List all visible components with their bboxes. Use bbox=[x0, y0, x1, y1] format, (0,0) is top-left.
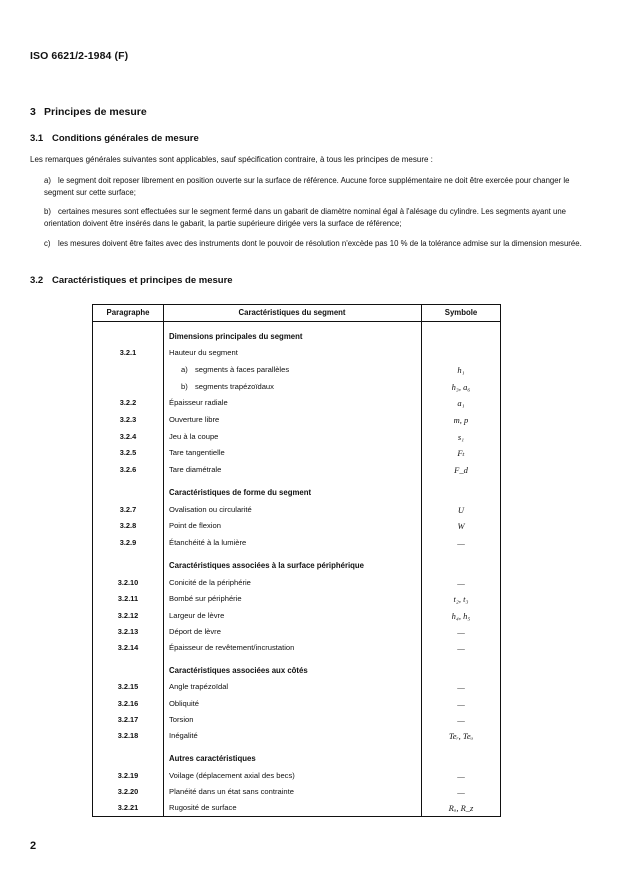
symbol: h₄, h₅ bbox=[451, 611, 471, 621]
section-title: Conditions générales de mesure bbox=[52, 133, 199, 144]
symbol: — bbox=[457, 627, 465, 637]
table-row bbox=[93, 382, 500, 396]
paragraph-number: 3.2.4 bbox=[119, 432, 137, 441]
characteristic: Épaisseur radiale bbox=[169, 398, 228, 407]
table-row bbox=[93, 365, 500, 379]
symbol: — bbox=[457, 578, 465, 588]
item-label: b) bbox=[44, 207, 51, 216]
characteristic: Épaisseur de revêtement/incrustation bbox=[169, 643, 295, 652]
symbol: h₃, a₆ bbox=[451, 382, 471, 392]
item-text: le segment doit reposer librement en position ouverte sur la surface de référence. Aucune force supplémentaire ne doit être exercée pour changer le segment sur cette surface; bbox=[44, 176, 570, 197]
symbol: — bbox=[457, 787, 465, 797]
symbol: Fₜ bbox=[457, 448, 465, 458]
paragraph-number: 3.2.19 bbox=[117, 771, 139, 780]
paragraph-number: 3.2.7 bbox=[119, 505, 137, 514]
paragraph-number: 3.2.11 bbox=[117, 594, 139, 603]
paragraph-number: 3.2.21 bbox=[117, 803, 139, 812]
symbol: — bbox=[457, 538, 465, 548]
condition-item-b bbox=[44, 206, 595, 229]
characteristic: Déport de lèvre bbox=[169, 627, 221, 636]
symbol: — bbox=[457, 771, 465, 781]
characteristic: Inégalité bbox=[169, 731, 198, 740]
table-row bbox=[93, 771, 500, 785]
table-row bbox=[93, 578, 500, 592]
symbol: Rₐ, R_z bbox=[448, 803, 474, 813]
table-row bbox=[93, 731, 500, 745]
symbol: a₁ bbox=[457, 398, 465, 408]
table-row bbox=[93, 611, 500, 625]
paragraph-number: 3.2.5 bbox=[119, 448, 137, 457]
page-number: 2 bbox=[30, 840, 37, 852]
characteristic: Tare diamétrale bbox=[169, 465, 222, 474]
section-3-1-intro: Les remarques générales suivantes sont applicables, sauf spécification contraire, à tous les principes de mesure : bbox=[30, 155, 433, 164]
characteristic: Obliquité bbox=[169, 699, 199, 708]
sub-label: b) bbox=[181, 382, 188, 391]
table-row bbox=[93, 348, 500, 362]
characteristic: Rugosité de surface bbox=[169, 803, 237, 812]
document-id: ISO 6621/2-1984 (F) bbox=[30, 50, 129, 62]
symbol: — bbox=[457, 643, 465, 653]
table-row bbox=[93, 465, 500, 479]
paragraph-number: 3.2.14 bbox=[117, 643, 139, 652]
characteristic: Conicité de la périphérie bbox=[169, 578, 251, 587]
section-number: 3.1 bbox=[30, 133, 44, 144]
characteristics-table bbox=[92, 304, 501, 817]
header-divider bbox=[93, 321, 500, 322]
section-3-1-heading bbox=[30, 133, 199, 144]
table-row bbox=[93, 432, 500, 446]
symbol: t₂, t₃ bbox=[453, 594, 469, 604]
header-paragraph: Paragraphe bbox=[106, 308, 150, 317]
paragraph-number: 3.2.20 bbox=[117, 787, 139, 796]
table-section-title: Dimensions principales du segment bbox=[169, 332, 303, 341]
symbol: m, p bbox=[453, 415, 469, 425]
table-section-title: Caractéristiques associées aux côtés bbox=[169, 666, 308, 675]
table-row bbox=[93, 505, 500, 519]
symbol: W bbox=[457, 521, 465, 531]
section-title: Principes de mesure bbox=[44, 106, 147, 118]
paragraph-number: 3.2.13 bbox=[117, 627, 139, 636]
table-row bbox=[93, 538, 500, 552]
symbol: s₁ bbox=[457, 432, 465, 442]
paragraph-number: 3.2.6 bbox=[119, 465, 137, 474]
paragraph-number: 3.2.17 bbox=[117, 715, 139, 724]
symbol: h₁ bbox=[457, 365, 465, 375]
item-text: certaines mesures sont effectuées sur le segment fermé dans un gabarit de diamètre nominal égal à l'alésage du cylindre. Les segments ayant une orientation doivent être insérés dans le gabarit, la partie supérieure dirigée vers la surface de référence; bbox=[44, 207, 567, 228]
paragraph-number: 3.2.10 bbox=[117, 578, 139, 587]
table-section-title: Caractéristiques de forme du segment bbox=[169, 488, 312, 497]
item-label: c) bbox=[44, 239, 51, 248]
table-row bbox=[93, 803, 500, 817]
sub-label: a) bbox=[181, 365, 188, 374]
characteristic: Étanchéité à la lumière bbox=[169, 538, 247, 547]
table-row bbox=[93, 699, 500, 713]
characteristic: Largeur de lèvre bbox=[169, 611, 225, 620]
section-number: 3 bbox=[30, 106, 36, 118]
table-section-title: Caractéristiques associées à la surface périphérique bbox=[169, 561, 365, 570]
characteristic: Voilage (déplacement axial des becs) bbox=[169, 771, 295, 780]
table-row bbox=[93, 521, 500, 535]
paragraph-number: 3.2.9 bbox=[119, 538, 137, 547]
table-row bbox=[93, 787, 500, 801]
symbol: F_d bbox=[454, 465, 468, 475]
symbol: — bbox=[457, 699, 465, 709]
table-row bbox=[93, 682, 500, 696]
characteristic: Ouverture libre bbox=[169, 415, 220, 424]
section-number: 3.2 bbox=[30, 275, 44, 286]
condition-item-a bbox=[44, 175, 595, 198]
item-label: a) bbox=[44, 176, 51, 185]
section-3-2-heading bbox=[30, 275, 233, 286]
characteristic: Bombé sur périphérie bbox=[169, 594, 242, 603]
paragraph-number: 3.2.18 bbox=[117, 731, 139, 740]
symbol: — bbox=[457, 682, 465, 692]
paragraph-number: 3.2.12 bbox=[117, 611, 139, 620]
characteristic: Hauteur du segment bbox=[169, 348, 238, 357]
paragraph-number: 3.2.8 bbox=[119, 521, 137, 530]
paragraph-number: 3.2.16 bbox=[117, 699, 139, 708]
paragraph-number: 3.2.1 bbox=[119, 348, 137, 357]
header-characteristic: Caractéristiques du segment bbox=[238, 308, 346, 317]
header-symbol: Symbole bbox=[444, 308, 478, 317]
symbol: U bbox=[457, 505, 465, 515]
table-row bbox=[93, 415, 500, 429]
characteristic: Torsion bbox=[169, 715, 194, 724]
table-row bbox=[93, 715, 500, 729]
table-row bbox=[93, 398, 500, 412]
characteristic bbox=[181, 365, 289, 374]
table-row bbox=[93, 448, 500, 462]
characteristic: Point de flexion bbox=[169, 521, 221, 530]
paragraph-number: 3.2.2 bbox=[119, 398, 137, 407]
symbol: — bbox=[457, 715, 465, 725]
characteristic: Planéité dans un état sans contrainte bbox=[169, 787, 294, 796]
characteristic bbox=[181, 382, 274, 391]
item-text: les mesures doivent être faites avec des instruments dont le pouvoir de résolution n'excède pas 10 % de la tolérance admise sur la dimension mesurée. bbox=[58, 239, 582, 248]
table-row bbox=[93, 627, 500, 641]
section-3-heading bbox=[30, 106, 147, 118]
symbol: Teᵣ, Teᵤ bbox=[448, 731, 474, 741]
table-row bbox=[93, 643, 500, 657]
sub-text: segments trapézoïdaux bbox=[195, 382, 274, 391]
table-section-title: Autres caractéristiques bbox=[169, 754, 256, 763]
characteristic: Ovalisation ou circularité bbox=[169, 505, 252, 514]
paragraph-number: 3.2.3 bbox=[119, 415, 137, 424]
characteristic: Tare tangentielle bbox=[169, 448, 225, 457]
section-title: Caractéristiques et principes de mesure bbox=[52, 275, 233, 286]
sub-text: segments à faces parallèles bbox=[195, 365, 290, 374]
condition-item-c bbox=[44, 238, 595, 250]
characteristic: Jeu à la coupe bbox=[169, 432, 219, 441]
table-row bbox=[93, 594, 500, 608]
characteristic: Angle trapézoïdal bbox=[169, 682, 229, 691]
paragraph-number: 3.2.15 bbox=[117, 682, 139, 691]
